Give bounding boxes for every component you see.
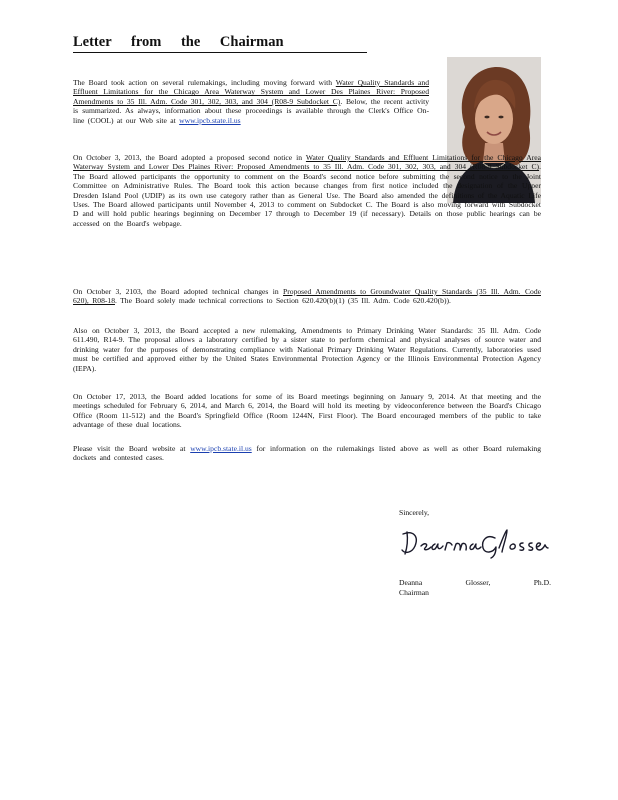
text-run: Also on October 3, 2013, the Board accepted a new rulemaking, Amendments to Primary Drinking Water Standards: 35 Ill. Adm. Code 611.490, R14-9. The proposal allows a laboratory certified by a sister state to perform chemical and physical analyses of source water and drinking water for the purposes of demonstrating compliance with National Primary Drinking Water Regulations. Currently, laboratories used must be certified and approved either by the United States Environmental Protection Agency or the Illinois Environmental Protection Agency (IEPA). [73,326,541,373]
salutation: Sincerely, [399,508,430,517]
text-run: . Below, the recent activity is summarized. As always, information about these proceedings is available through the Clerk's Office On-line (COOL) at our Web site at [73,96,430,125]
text-run: Please visit the Board website at [73,444,191,453]
website-link[interactable]: www.ipcb.state.il.us [190,444,252,453]
docket-title-underlined: Proposed Amendments to Groundwater Quality Standards (35 Ill. Adm. Code 620), R08-18 [73,287,541,306]
text-run: On October 3, 2103, the Board adopted technical changes in [73,287,284,296]
text-run: On October 17, 2013, the Board added locations for some of its Board meetings beginning on January 9, 2014. At that meeting and the meetings scheduled for February 6, 2014, and March 6, 2014, the Board will hold its meeting by videoconference between the Board's Chicago Office (Room 11-512) and the Board's Springfield Office (Room 1244N, First Floor). The Board encouraged members of the public to take advantage of these dual locations. [73,392,541,430]
paragraph-drinking-water [73,326,541,373]
letter-title: Letter from the Chairman [73,34,367,53]
signature-image [399,526,549,560]
website-link[interactable]: www.ipcb.state.il.us [179,115,241,125]
text-run: On October 3, 2013, the Board adopted a proposed second notice in [73,153,306,162]
text-run: . The Board allowed participants the opportunity to comment on the Board's second notice before submitting the second notice to the Joint Committee on Administrative Rules. The Board took this action because changes from first notice included the designation of the Upper Dresden Island Pool (UDIP) as its own use category rather than as General Use. The Board also amended the definitions of the Aquatic Life Uses. The Board allowed participants until November 4, 2013 to comment on Subdocket C. The Board is also moving forward with Subdocket D and will hold public hearings beginning on December 17 through to December 19 (if necessary). Details on those public hearings can be accessed on the Board's webpage. [73,162,541,228]
last-name: Glosser, [465,578,491,587]
first-name: Deanna [399,578,423,587]
paragraph-visit-website [73,444,541,463]
paragraph-board-meetings [73,392,541,430]
text-run: The Board took action on several rulemakings, including moving forward with [73,78,336,87]
signatory-name [399,578,551,587]
docket-title-underlined: Water Quality Standards and Effluent Limitations for the Chicago Area Waterway System and Lower Des Plaines River: Proposed Amendments to 35 Ill. Adm. Code 301, 302, 303, and 304 (R08-9 Subdocket C) [73,153,542,172]
degree-suffix: Ph.D. [533,578,551,587]
signatory-position: Chairman [399,588,429,597]
docket-title-underlined: Water Quality Standards and Effluent Limitations for the Chicago Area Waterway System and Lower Des Plaines River: Proposed Amendments to 35 Ill. Adm. Code 301, 302, 303, and 304 (R08-9 Subdocket C) [73,78,429,106]
text-run: . The Board solely made technical corrections to Section 620.420(b)(1) (35 Ill. Adm. Code 620.420(b)). [115,296,451,306]
paragraph-rulemakings-intro [73,78,429,125]
paragraph-second-notice [73,153,541,228]
paragraph-groundwater [73,287,541,306]
handwritten-signature [399,526,549,560]
text-run: for information on the rulemakings listed above as well as other Board rulemaking dockets and contested cases. [73,444,541,463]
